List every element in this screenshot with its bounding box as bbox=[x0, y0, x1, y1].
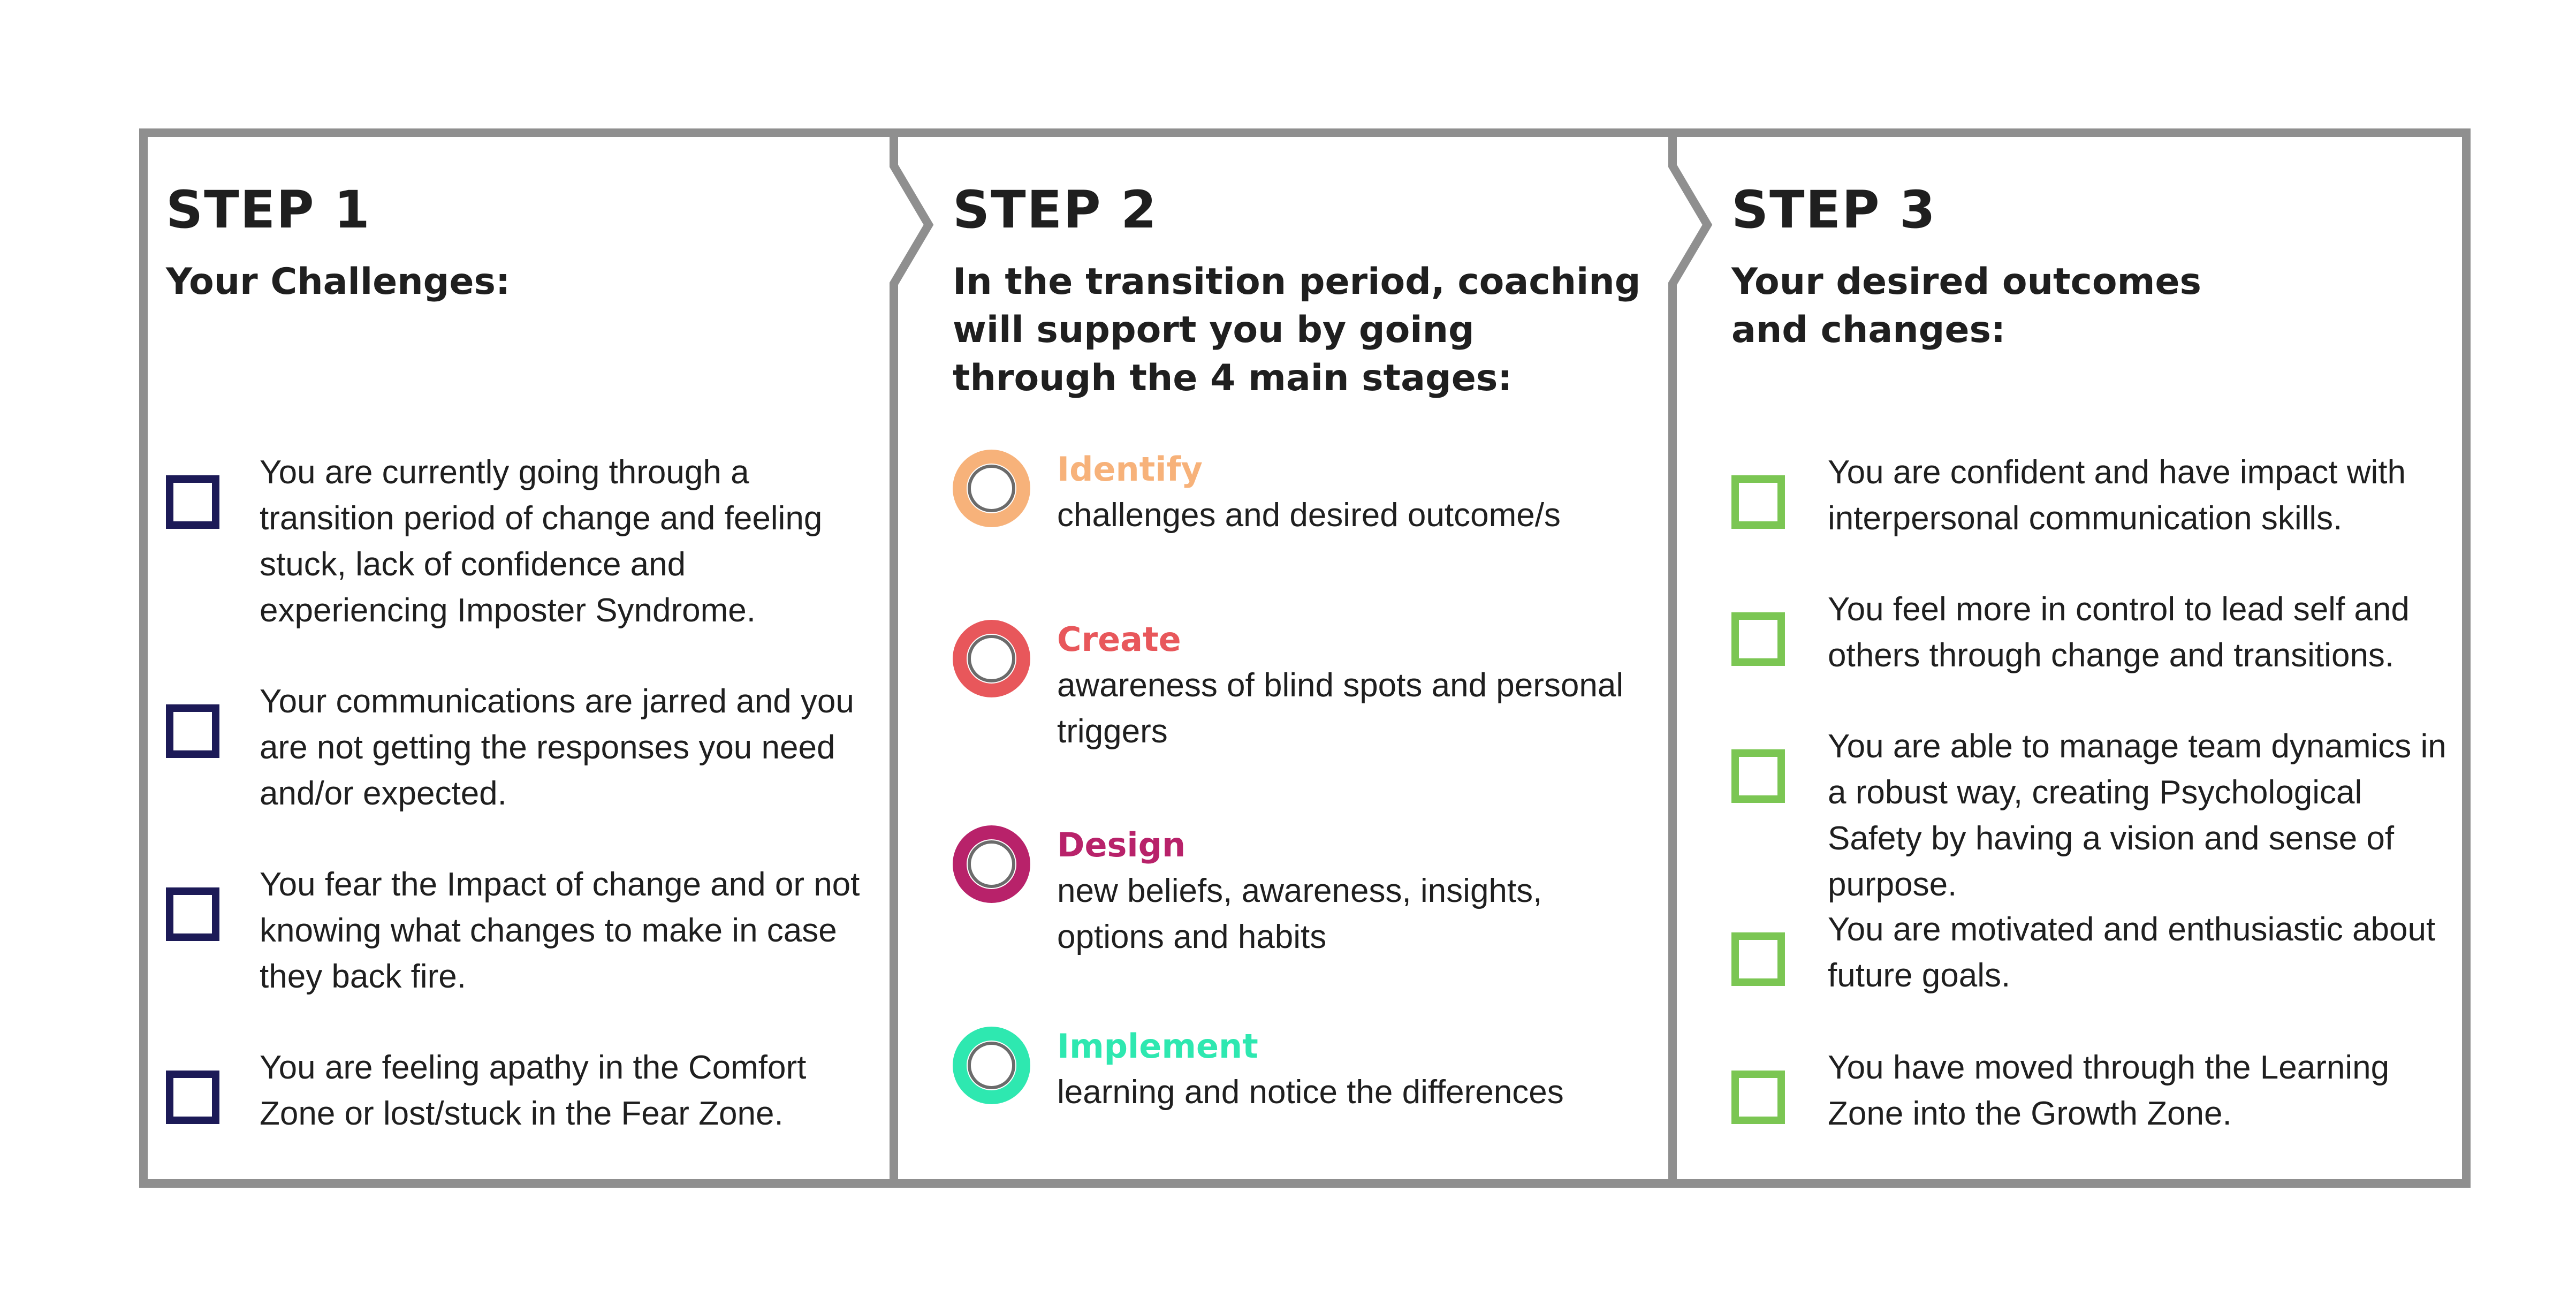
step1-title: STEP 1 bbox=[166, 180, 371, 240]
challenge-text: You are feeling apathy in the Comfort Zone or lost/stuck in the Fear Zone. bbox=[260, 1049, 807, 1132]
outcome-text: You are motivated and enthusiastic about future goals. bbox=[1828, 911, 2436, 994]
step3-subtitle: Your desired outcomes and changes: bbox=[1731, 261, 2202, 351]
outcome-text: You feel more in control to lead self and others through change and transitions. bbox=[1828, 591, 2410, 674]
checkbox-icon bbox=[1731, 475, 1785, 529]
ring-icon bbox=[953, 1027, 1030, 1104]
challenge-text: Your communications are jarred and you are not getting the responses you need and/or expected. bbox=[260, 683, 854, 812]
stage-desc: awareness of blind spots and personal triggers bbox=[1057, 667, 1624, 750]
step1-panel bbox=[166, 134, 867, 1132]
chevron-divider-1 bbox=[894, 133, 929, 1183]
step2-title: STEP 2 bbox=[953, 180, 1158, 240]
stage-name: Identify bbox=[1057, 450, 1203, 489]
stage-name: Implement bbox=[1057, 1027, 1258, 1066]
stage-name: Design bbox=[1057, 825, 1186, 864]
ring-icon bbox=[953, 450, 1030, 527]
stages-list bbox=[953, 450, 1648, 1145]
outcome-text: You have moved through the Learning Zone into the Growth Zone. bbox=[1828, 1049, 2390, 1132]
step2-subtitle: In the transition period, coaching will support you by going through the 4 main stages: bbox=[953, 261, 1641, 399]
challenges-list bbox=[166, 450, 867, 1145]
step1-subtitle: Your Challenges: bbox=[166, 261, 511, 303]
ring-icon bbox=[953, 825, 1030, 903]
checkbox-icon bbox=[166, 475, 219, 529]
checkbox-icon bbox=[1731, 612, 1785, 666]
stage-desc: challenges and desired outcome/s bbox=[1057, 497, 1561, 534]
stage-name: Create bbox=[1057, 620, 1181, 659]
checkbox-icon bbox=[1731, 1071, 1785, 1124]
checkbox-icon bbox=[166, 704, 219, 758]
outcome-text: You are able to manage team dynamics in a robust way, creating Psychological Safety by having a vision and sense of purpose. bbox=[1828, 728, 2446, 903]
stage-desc: learning and notice the differences bbox=[1057, 1074, 1564, 1111]
step3-panel bbox=[1731, 134, 2446, 1132]
outcomes-list bbox=[1731, 450, 2449, 1145]
checkbox-icon bbox=[1731, 932, 1785, 986]
challenge-text: You are currently going through a transition period of change and feeling stuck, lack of confidence and experiencing Imposter Syndrome. bbox=[260, 454, 823, 629]
checkbox-icon bbox=[166, 887, 219, 941]
outcome-text: You are confident and have impact with interpersonal communication skills. bbox=[1828, 454, 2406, 537]
checkbox-icon bbox=[166, 1071, 219, 1124]
step2-panel bbox=[953, 134, 1648, 1111]
stage-desc: new beliefs, awareness, insights, options and habits bbox=[1057, 872, 1542, 955]
challenge-text: You fear the Impact of change and or not knowing what changes to make in case they back fire. bbox=[260, 866, 860, 995]
checkbox-icon bbox=[1731, 749, 1785, 803]
ring-icon bbox=[953, 620, 1030, 697]
step3-title: STEP 3 bbox=[1731, 180, 1936, 240]
chevron-divider-2 bbox=[1673, 133, 1707, 1183]
